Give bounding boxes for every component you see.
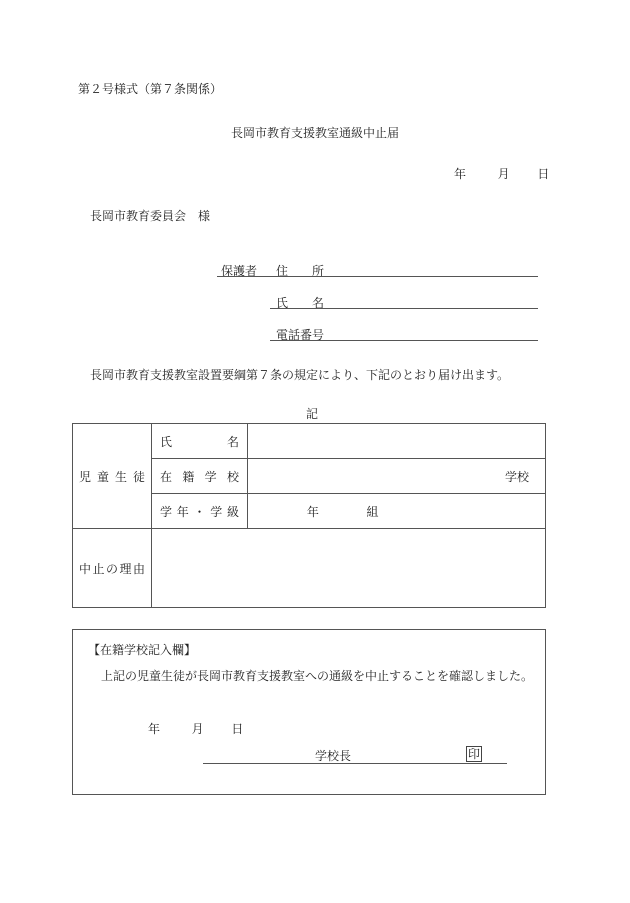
phone-field-line[interactable] bbox=[270, 340, 538, 341]
student-header-char: 生 bbox=[114, 469, 127, 484]
grade-year-label: 年 bbox=[306, 504, 319, 519]
confirm-date-month: 月 bbox=[191, 722, 204, 736]
name-label-char: 氏 bbox=[160, 434, 173, 449]
confirm-date-year: 年 bbox=[148, 722, 161, 736]
grade-label bbox=[152, 503, 247, 520]
reason-header-cell bbox=[73, 529, 152, 608]
student-header bbox=[73, 468, 151, 485]
school-label-char: 校 bbox=[226, 469, 239, 484]
grade-class-label: 組 bbox=[366, 504, 379, 519]
form-number: 第２号様式（第７条関係） bbox=[78, 82, 223, 96]
student-header-char: 徒 bbox=[132, 469, 145, 484]
table-row bbox=[73, 529, 546, 608]
date-month-label: 月 bbox=[497, 167, 510, 181]
grade-label-char: 学 bbox=[210, 504, 223, 519]
ki-label: 記 bbox=[306, 407, 319, 421]
applicant-name-field-line[interactable] bbox=[270, 308, 538, 309]
date-year-label: 年 bbox=[454, 167, 467, 181]
reason-header-char: 中 bbox=[79, 561, 92, 576]
reason-header bbox=[73, 560, 151, 577]
student-header-cell bbox=[73, 424, 152, 529]
reason-header-char: 理 bbox=[119, 561, 132, 576]
student-header-char: 童 bbox=[96, 469, 109, 484]
school-section-date bbox=[148, 720, 243, 737]
reason-input-cell[interactable] bbox=[152, 529, 546, 608]
reason-header-char: 止 bbox=[92, 561, 105, 576]
student-header-char: 児 bbox=[79, 469, 92, 484]
date-day-label: 日 bbox=[537, 167, 550, 181]
applicant-name-label: 氏 名 bbox=[276, 296, 325, 310]
name-label-char: 名 bbox=[226, 434, 239, 449]
grade-label-char: 級 bbox=[226, 504, 239, 519]
reason-header-char: 由 bbox=[132, 561, 145, 576]
page-title: 長岡市教育支援教室通級中止届 bbox=[231, 126, 400, 140]
school-section-statement: 上記の児童生徒が長岡市教育支援教室への通級を中止することを確認しました。 bbox=[101, 669, 534, 683]
addressee: 長岡市教育委員会 様 bbox=[90, 209, 211, 223]
applicant-role-label: 保護者 bbox=[221, 264, 258, 278]
address-field-line[interactable] bbox=[217, 276, 538, 277]
grade-label-char: 学 bbox=[160, 504, 173, 519]
name-label-cell bbox=[152, 424, 248, 459]
principal-label: 学校長 bbox=[315, 749, 352, 763]
school-input-cell[interactable] bbox=[248, 459, 546, 494]
address-label: 住 所 bbox=[276, 264, 325, 278]
school-label bbox=[152, 468, 247, 485]
submission-date bbox=[454, 165, 549, 182]
principal-signature-line[interactable] bbox=[203, 763, 507, 764]
student-name-input-cell[interactable] bbox=[248, 424, 546, 459]
school-label-char: 在 bbox=[160, 469, 173, 484]
grade-label-char: 年 bbox=[176, 504, 189, 519]
grade-input-cell[interactable] bbox=[248, 494, 546, 529]
reason-header-char: の bbox=[105, 561, 118, 576]
student-name-label bbox=[152, 433, 247, 450]
table-row bbox=[73, 424, 546, 459]
seal-mark: 印 bbox=[468, 747, 481, 761]
student-info-table bbox=[72, 423, 546, 608]
phone-label: 電話番号 bbox=[276, 328, 325, 342]
school-label-char: 籍 bbox=[182, 469, 195, 484]
school-label-cell bbox=[152, 459, 248, 494]
school-label-char: 学 bbox=[204, 469, 217, 484]
grade-label-cell bbox=[152, 494, 248, 529]
statement: 長岡市教育支援教室設置要綱第７条の規定により、下記のとおり届け出ます。 bbox=[90, 368, 510, 382]
confirm-date-day: 日 bbox=[231, 722, 244, 736]
school-section-header: 【在籍学校記入欄】 bbox=[88, 643, 197, 657]
grade-label-char: ・ bbox=[193, 504, 206, 519]
school-suffix: 学校 bbox=[504, 469, 529, 484]
